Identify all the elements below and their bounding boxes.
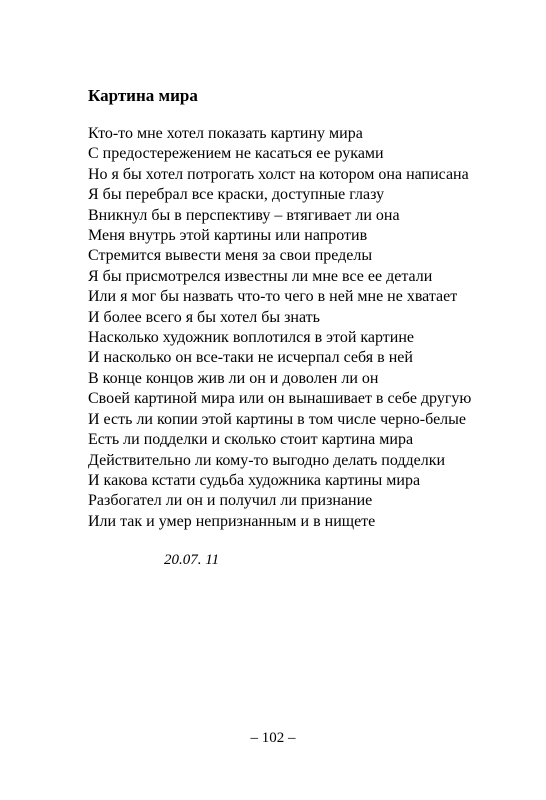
poem-line: Или так и умер непризнанным и в нищете [88,512,376,530]
poem-line: Есть ли подделки и сколько стоит картина мира [88,431,414,449]
poem-line: Меня внутрь этой картины или напротив [88,227,368,245]
poem-body [88,124,471,532]
poem-line: Насколько художник воплотился в этой картине [88,329,415,347]
poem-line: Действительно ли кому-то выгодно делать подделки [88,451,446,469]
page-number: – 102 – [250,730,296,746]
poem-line: Стремится вывести меня за свои пределы [88,247,373,265]
poem-line: И какова кстати судьба художника картины мира [88,471,421,489]
poem-line: И насколько он все-таки не исчерпал себя в ней [88,349,413,367]
poem-line: И более всего я бы хотел бы знать [88,308,320,326]
poem-line: Кто-то мне хотел показать картину мира [88,125,363,142]
poem-line: И есть ли копии этой картины в том числе черно-белые [88,410,466,428]
poem-line: Или я мог бы назвать что-то чего в ней мне не хватает [88,288,458,306]
poem-line: Вникнул бы в перспективу – втягивает ли она [88,206,400,224]
poem-title: Картина мира [88,86,198,105]
poem-line: Я бы присмотрелся известны ли мне все ее детали [88,267,433,285]
poem-line: С предостережением не касаться ее руками [88,145,384,163]
poem-line: Но я бы хотел потрогать холст на котором она написана [88,165,469,183]
poem-line: Своей картиной мира или он вынашивает в себе другую [88,390,472,408]
poem-line: В конце концов жив ли он и доволен ли он [88,369,379,387]
poem-line: Я бы перебрал все краски, доступные глазу [88,186,385,204]
poem-date: 20.07. 11 [164,552,220,568]
poem-line: Разбогател ли он и получил ли признание [88,492,373,510]
